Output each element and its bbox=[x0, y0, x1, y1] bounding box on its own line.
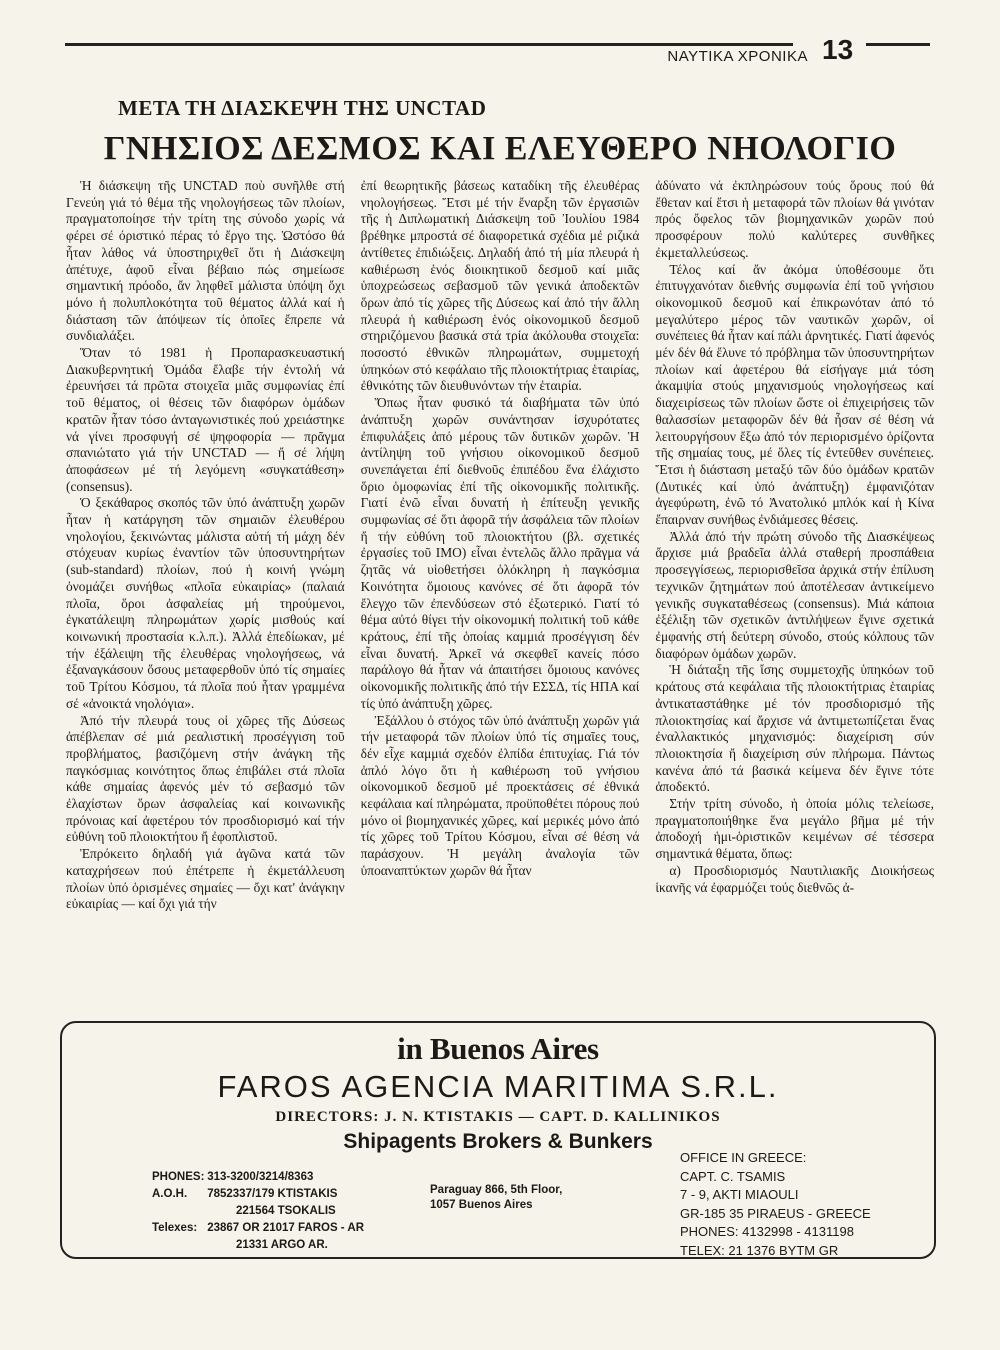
ad-telexes-value: 21331 ARGO AR. bbox=[236, 1239, 328, 1251]
paragraph: Στήν τρίτη σύνοδο, ἡ ὁποία μόλις τελείωσε, πραγματοποιήθηκε ἕνα μεγάλο βῆμα μέ τήν ἀποδοχή ἡμι-ὁριστικῶν κειμένων σέ τέσσερα σημαντικά θέματα, ὅπως: bbox=[655, 796, 935, 862]
article-headline: ΓΝΗΣΙΟΣ ΔΕΣΜΟΣ ΚΑΙ ΕΛΕΥΘΕΡΟ ΝΗΟΛΟΓΙΟ bbox=[103, 130, 897, 167]
ad-aoh-value: 7852337/179 KTISTAKIS bbox=[207, 1188, 338, 1200]
paragraph: α) Προσδιορισμός Ναυτιλιακῆς Διοικήσεως ἱκανῆς νά ἐφαρμόζει τούς διεθνῶς ἀ- bbox=[655, 862, 935, 895]
ad-address bbox=[430, 1183, 562, 1213]
paragraph: ἐπί θεωρητικῆς βάσεως καταδίκη τῆς ἐλευθέρας νηολογήσεως. Ἔτσι μέ τήν ἔναρξη τῶν ἐργασιῶν τῆς ἡ Διπλωματική Διάσκεψη τοῦ Ἰουλίου 1984 βρέθηκε μπροστά σέ διαφορετικά σχέδια μέ ριζικά ἀντίθετες ἐπιδιώξεις. Δηλαδή ἀπό τή μία πλευρά ἡ καθιέρωση ἑνός διοικητικοῦ δεσμοῦ καί μιᾶς ὑποχρεώσεως σεβασμοῦ τῶν γενικά ἀποδεκτῶν ὅρων ἀπό τίς χῶρες τῆς Δύσεως καί ἀπό τήν ἄλλη πλευρά ἡ καθιέρωση ἑνός οἰκονομικοῦ δεσμοῦ στηριζόμενου βασικά στά τρία ἀκόλουθα στοιχεῖα: ποσοστό ἐθνικῶν πληρωμάτων, συμμετοχή ὑπηκόων στό κεφάλαιο τῆς πλοιοκτήτριας ἑταιρίας, ἐθνικότης τῶν διευθυνόντων τήν ἑταιρία. bbox=[360, 178, 640, 394]
article-kicker: ΜΕΤΑ ΤΗ ΔΙΑΣΚΕΨΗ ΤΗΣ UNCTAD bbox=[118, 96, 487, 120]
ad-office-greece bbox=[680, 1149, 871, 1260]
paragraph: Ὅταν τό 1981 ἡ Προπαρασκευαστική Διακυβερνητική Ὁμάδα ἔλαβε τήν ἐντολή νά ἐρευνήσει τά πρῶτα στοιχεῖα μιᾶς συμφωνίας ἐπί τοῦ θέματος, οἱ θέσεις τῶν διαφόρων ὁμάδων κρατῶν ἦταν τόσο ἀνταγωνιστικές πού χρειάστηκε νά γίνει προσφυγή σέ ψηφοφορία — πρᾶγμα σπανιώτατο γιά τήν UNCTAD — ἤ σέ λήψη ἀποφάσεων μέ τή λεγόμενη «συγκατάθεση» (consensus). bbox=[66, 345, 345, 494]
ad-phones-label: PHONES: bbox=[152, 1171, 205, 1183]
running-header: ΝΑΥΤΙΚΑ ΧΡΟΝΙΚΑ bbox=[667, 48, 808, 65]
article-body bbox=[66, 178, 934, 1018]
ad-telexes-label: Telexes: bbox=[152, 1222, 198, 1234]
page-number: 13 bbox=[822, 34, 854, 65]
ad-office-telex: TELEX: 21 1376 ΒΥΤΜ GR bbox=[680, 1242, 839, 1258]
ad-location: in Buenos Aires bbox=[397, 1031, 599, 1066]
paragraph: Ἀπό τήν πλευρά τους οἱ χῶρες τῆς Δύσεως ἀπέβλεπαν σέ μιά ρεαλιστική προσέγγιση τοῦ προβλήματος, βασιζόμενη στήν ἀνάγκη τῆς παγκόσμιας κοινότητος ὅπως ἐπιβάλει στά πλοῖα κάθε σημαίας ἀφενός μέν τό σεβασμό τῶν ἐλαχίστων ὅρων ἀσφαλείας καί κοινωνικῆς πρόνοιας καί ἀφετέρου τόν προσδιορισμό καί τήν εὐθύνη τοῦ πλοιοκτήτου ἤ ἐφοπλιστοῦ. bbox=[66, 712, 345, 845]
header-rule bbox=[65, 43, 793, 46]
paragraph: Ἡ διάταξη τῆς ἴσης συμμετοχῆς ὑπηκόων τοῦ κράτους στά κεφάλαια τῆς πλοιοκτήτριας ἑταιρίας ἀντικαταστάθηκε μέ τόν προσδιορισμό τῆς πλοιοκτησίας καί ἄρχισε νά ἀντιμετωπίζεται ἕνας ἐναλλακτικός μηχανισμός: διαχείριση σύν πλοιοκτησία ἤ διαχείριση σύν πλήρωμα. Πάντως κανένα ἀπό τά βασικά κείμενα δέν ἔγινε τότε ἀποδεκτό. bbox=[655, 662, 935, 795]
ad-address-line: Paraguay 866, 5th Floor, bbox=[430, 1184, 563, 1196]
ad-office-phones: PHONES: 4132998 - 4131198 bbox=[680, 1224, 854, 1239]
paragraph: Ὅπως ἦταν φυσικό τά διαβήματα τῶν ὑπό ἀνάπτυξη χωρῶν συνάντησαν ἰσχυρότατες ἐπιφυλάξεις ἀπό μέρους τῶν δυτικῶν χωρῶν. Ἡ ἀντίληψη τοῦ γνήσιου οἰκονομικοῦ δεσμοῦ συνεπάγεται ἐπί διεθνοῦς ἐπιπέδου ἕνα ἐλάχιστο ὅριο ὁμοφωνίας ἐπί τῆς οἰκονομικῆς πολιτικῆς. Γιατί ἐνῶ εἶναι δυνατή ἡ ἐπίτευξη γενικῆς συμφωνίας σέ ὅτι ἀφορᾶ τήν ἀσφάλεια τῶν πλοίων ἤ τήν εὐθύνη τοῦ πλοιοκτήτου (βλ. σχετικές ἐργασίες τοῦ ΙΜΟ) εἶναι ἐντελῶς ἄλλο πρᾶγμα νά ζητᾶς νά υἱοθετήσει ὁλόκληρη ἡ παγκόσμια Κοινότητα ὅμοιους κανόνες σέ ὅτι ἀφορᾶ τόν ἔλεγχο τῶν ἐπενδύσεων στό ἐξωτερικό. Γιατί τό θέμα αὐτό θίγει τήν οἰκονομική πολιτική τοῦ κάθε κράτους, ἐπί τῆς ὁποίας καμμιά προσέγγιση δέν εἶναι δυνατή. Ἀρκεῖ νά σκεφθεῖ κανείς πόσο παράλογο θά ἦταν νά ἀπαιτήσει ὅμοιους κανόνες οἰκονομικῆς πολιτικῆς ἀπό τήν ΕΣΣΔ, τίς ΗΠΑ καί τίς ὑπό ἀνάπτυξη χῶρες. bbox=[360, 395, 640, 711]
ad-office-name: CAPT. C. TSAMIS bbox=[680, 1168, 786, 1184]
ad-office-address: 7 - 9, AKTI MIAOULI bbox=[680, 1187, 799, 1202]
ad-telexes-value: 23867 OR 21017 FAROS - AR bbox=[207, 1222, 365, 1234]
paragraph: Ὁ ξεκάθαρος σκοπός τῶν ὑπό ἀνάπτυξη χωρῶν ἦταν ἡ κατάργηση τῶν σημαιῶν ἐλευθέρου νηολογίου, ξεκινώντας μάλιστα αὐτή τή μάχη δέν στόχευαν κυρίως ἐναντίον τῶν ὑποσυντηρήτων (sub-standard) πλοίων, πού ἡ κοινή γνώμη ὀνομάζει συνήθως «πλοῖα εὐκαιρίας» (παλαιά πλοῖα, ὅροι ἀσφαλείας μή τηρούμενοι, ἐγκατάλειψη πληρωμάτων χωρίς μισθούς καί κοινωνική προστασία κ.λ.π.). Ἀλλά ἐπεδίωκαν, μέ τήν ἐξάλειψη τῆς ἐλευθέρας νηολογήσεως, νά ἐξαναγκάσουν ὅσους μεταφερθοῦν ὑπό τίς σημαίες τοῦ Τρίτου Κόσμου, τά πλοῖα πού ἦταν γραμμένα σέ «ἀνοικτά νηολόγια». bbox=[66, 495, 345, 711]
ad-services: Shipagents Brokers & Bunkers bbox=[343, 1130, 653, 1153]
ad-office-title: OFFICE IN GREECE: bbox=[680, 1150, 807, 1165]
text-column-2 bbox=[361, 178, 640, 1018]
ad-aoh-value: 221564 TSOKALIS bbox=[236, 1205, 336, 1217]
advertisement bbox=[60, 1021, 936, 1259]
text-column-1 bbox=[66, 178, 345, 1018]
text-column-3 bbox=[655, 178, 934, 1018]
ad-directors: DIRECTORS: J. N. KTISTAKIS — CAPT. D. KALLINIKOS bbox=[275, 1109, 721, 1125]
ad-contact-block bbox=[152, 1169, 364, 1254]
paragraph: Ἀλλά ἀπό τήν πρώτη σύνοδο τῆς Διασκέψεως ἄρχισε μιά βραδεῖα ἀλλά σταθερή προσπάθεια προσεγγίσεως, περιορισθεῖσα ἀρχικά στήν ἐπίλυση τεχνικῶν ζητημάτων πού ἀποτέλεσαν ἀντικείμενο γενικῆς συγκαταθέσεως (consensus). Μιά κάποια ἐξέλιξη τῶν σχετικῶν ἀντιλήψεων ἔγινε σχετικά ἐμφανής στή δεύτερη σύνοδο, στούς κόλπους τῶν διαφόρων ὁμάδων χωρῶν. bbox=[655, 528, 935, 661]
paragraph: Ἐπρόκειτο δηλαδή γιά ἀγῶνα κατά τῶν καταχρήσεων πού ἐπέτρεπε ἡ ἐκμετάλλευση πλοίων ὑπό ὁρισμένες σημαίες — ὄχι κατ' ἀνάγκην εὐκαιρίας — καί ὄχι γιά τήν bbox=[66, 846, 345, 912]
header-rule bbox=[866, 43, 930, 46]
ad-company-name: FAROS AGENCIA MARITIMA S.R.L. bbox=[217, 1069, 779, 1104]
ad-aoh-label: A.O.H. bbox=[152, 1188, 188, 1200]
paragraph: Ἡ διάσκεψη τῆς UNCTAD ποὺ συνῆλθε στή Γενεύη γιά τό θέμα τῆς νηολογήσεως τῶν πλοίων, πραγματοποίησε τήν τρίτη της σύνοδο χωρίς νά φέρει σέ όριστικό πέρας τό ἔργο της. Ὡστόσο θά ἦταν λάθος νά ὑποστηριχθεῖ ὅτι ἡ Διάσκεψη ἀπέτυχε, ἀφοῦ εἶναι βέβαιο πώς σημείωσε σημαντική πρόοδο, ἄν ληφθεῖ μάλιστα ὑπόψη ὄχι μόνο ἡ πολυπλοκότητα τοῦ θέματος ἀλλά καί ἡ διάσταση τῶν ἀπόψεων τίς ὁποῖες ἔπρεπε νά συνδιαλάξει. bbox=[66, 178, 345, 344]
ad-phones-value: 313-3200/3214/8363 bbox=[207, 1171, 314, 1183]
paragraph: ἀδύνατο νά ἐκπληρώσουν τούς ὅρους πού θά ἔθεταν καί ἔτσι ἡ μεταφορά τῶν πλοίων θά γινόταν πρός ὄφελος τῶν βιομηχανικῶν χωρῶν πού προσφέρουν πολύ καλύτερες συνθῆκες ἐκμεταλλεύσεως. bbox=[655, 178, 935, 260]
paragraph: Τέλος καί ἄν ἀκόμα ὑποθέσουμε ὅτι ἐπιτυγχανόταν διεθνής συμφωνία ἐπί τοῦ γνήσιου οἰκονομικοῦ δεσμοῦ καί ἐπικρωνόταν ἀπό τό μεγαλύτερο μέρος τῶν ναυτικῶν χωρῶν, οἱ συνέπειες θά ἦταν καί πάλι ἀρνητικές. Γιατί ἀφενός μέν δέν θά ἔλυνε τό πρόβλημα τῶν ὑποσυντηρήτων πλοίων καί ἀφετέρου θά εἰσήγαγε μιά τόση ἀκαμψία στούς μηχανισμούς νηολογήσεως καί διαχειρίσεως τῶν πλοίων ὥστε οἱ ἐπιχειρήσεις τῶν θαλασσίων μεταφορῶν δέν θά ἦσαν σέ θέση νά λειτουργήσουν ἔξω ἀπό τόν περιορισμένο ὁρίζοντα τῆς σημαίας τους, μέ ὅλες τίς ἐντεῦθεν συνέπειες. Ἔτσι ἡ διάσταση μεταξύ τῶν δύο ὁμάδων κρατῶν (Δυτικές καί ὑπό ἀνάπτυξη) ἐμφανιζόταν ἀγεφύρωτη, ἐνῶ τό Ἀνατολικό μπλόκ καί ἡ Κίνα ἔπαιρναν συνήθως ἐνδιάμεσες θέσεις. bbox=[655, 261, 935, 528]
ad-office-address: GR-185 35 PIRAEUS - GREECE bbox=[680, 1205, 871, 1221]
paragraph: Ἐξάλλου ὁ στόχος τῶν ὑπό ἀνάπτυξη χωρῶν γιά τήν μεταφορά τῶν πλοίων ὑπό τίς σημαῖες τους, δέν εἶχε καμμιά σχεδόν ἐλπίδα ἐπιτυχίας. Γιά τόν ἁπλό λόγο ὅτι ἡ καθιέρωση τοῦ γνήσιου οἰκονομικοῦ δεσμοῦ μέ προεκτάσεις σέ ἐθνικά κεφάλαια καί πληρώματα, προϋποθέτει πόρους πού μόνο οἱ βιομηχανικές χῶρες, καί μερικές μόνο ἀπό τίς χῶρες τοῦ Τρίτου Κόσμου, εἶναι σέ θέση νά παράσχουν. Ἡ μεγάλη ἀναλογία τῶν ὑποαναπτύκτων χωρῶν θά ἦταν bbox=[360, 712, 640, 878]
ad-address-line: 1057 Buenos Aires bbox=[430, 1199, 533, 1211]
